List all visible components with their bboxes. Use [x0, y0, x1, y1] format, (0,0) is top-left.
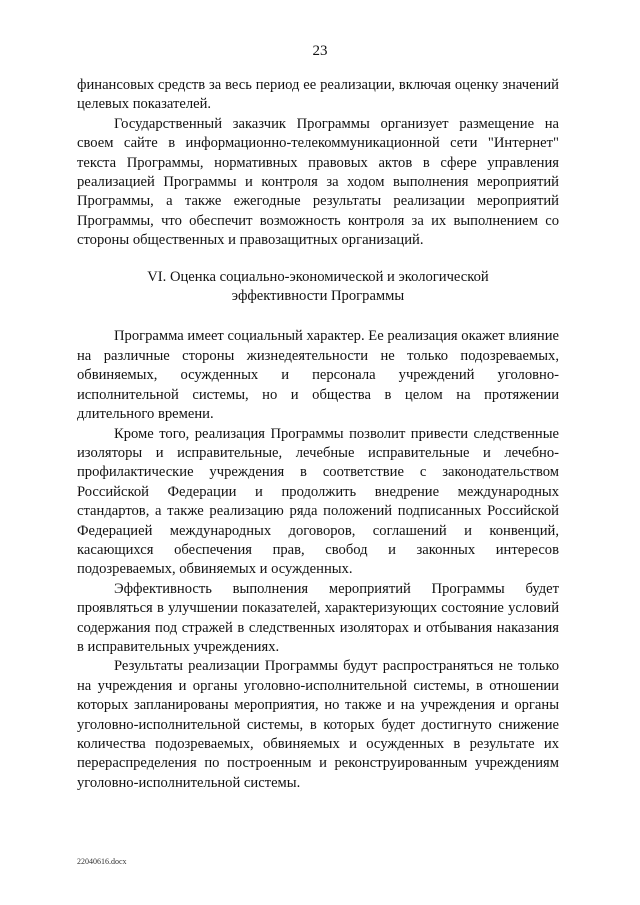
section-heading-line-2: эффективности Программы [231, 288, 405, 305]
document-body [77, 76, 559, 793]
page-number: 23 [312, 43, 328, 59]
paragraph-publication: Государственный заказчик Программы организует размещение на своем сайте в информационно-телекоммуникационной сети "Интернет" текста Программы, нормативных правовых актов в сфере управления реализацией Программы и контроля за ходом выполнения мероприятий Программы, а также ежегодные результаты реализации мероприятий Программы, что обеспечит возможность контроля за их выполнением со стороны общественных и правозащитных организаций. [77, 115, 559, 249]
paragraph-results: Результаты реализации Программы будут распространяться не только на учреждения и органы уголовно-исполнительной системы, в отношении которых запланированы мероприятия, но также и на учреждения и органы уголовно-исполнительной системы, в которых будет достигнуто снижение количества подозреваемых, обвиняемых и осужденных в результате их перераспределения по построенным и реконструированным учреждениям уголовно-исполнительной системы. [77, 658, 559, 791]
section-heading-line-1: VI. Оценка социально-экономической и экологической [147, 268, 489, 285]
paragraph-effectiveness: Эффективность выполнения мероприятий Программы будет проявляться в улучшении показателей, характеризующих состояние условий содержания под стражей в следственных изоляторах и отбывания наказания в исправительных учреждениях. [77, 580, 559, 655]
paragraph-continuation: финансовых средств за весь период ее реализации, включая оценку значений целевых показателей. [77, 77, 559, 113]
footer-filename: 22040616.docx [77, 857, 127, 866]
paragraph-social-character: Программа имеет социальный характер. Ее реализация окажет влияние на различные стороны жизнедеятельности не только подозреваемых, обвиняемых, осужденных и персонала учреждений уголовно-исполнительной системы, но и общества в целом на протяжении длительного времени. [77, 328, 559, 423]
section-heading [77, 268, 559, 307]
paragraph-compliance: Кроме того, реализация Программы позволит привести следственные изоляторы и исправительные, лечебные исправительные и лечебно-профилактические учреждения в соответствие с законодательством Российской Федерации и продолжить внедрение международных стандартов, а также реализацию ряда положений подписанных Российской Федерацией международных договоров, соглашений и конвенций, касающихся обеспечения прав, свобод и законных интересов подозреваемых, обвиняемых и осужденных. [77, 425, 559, 578]
